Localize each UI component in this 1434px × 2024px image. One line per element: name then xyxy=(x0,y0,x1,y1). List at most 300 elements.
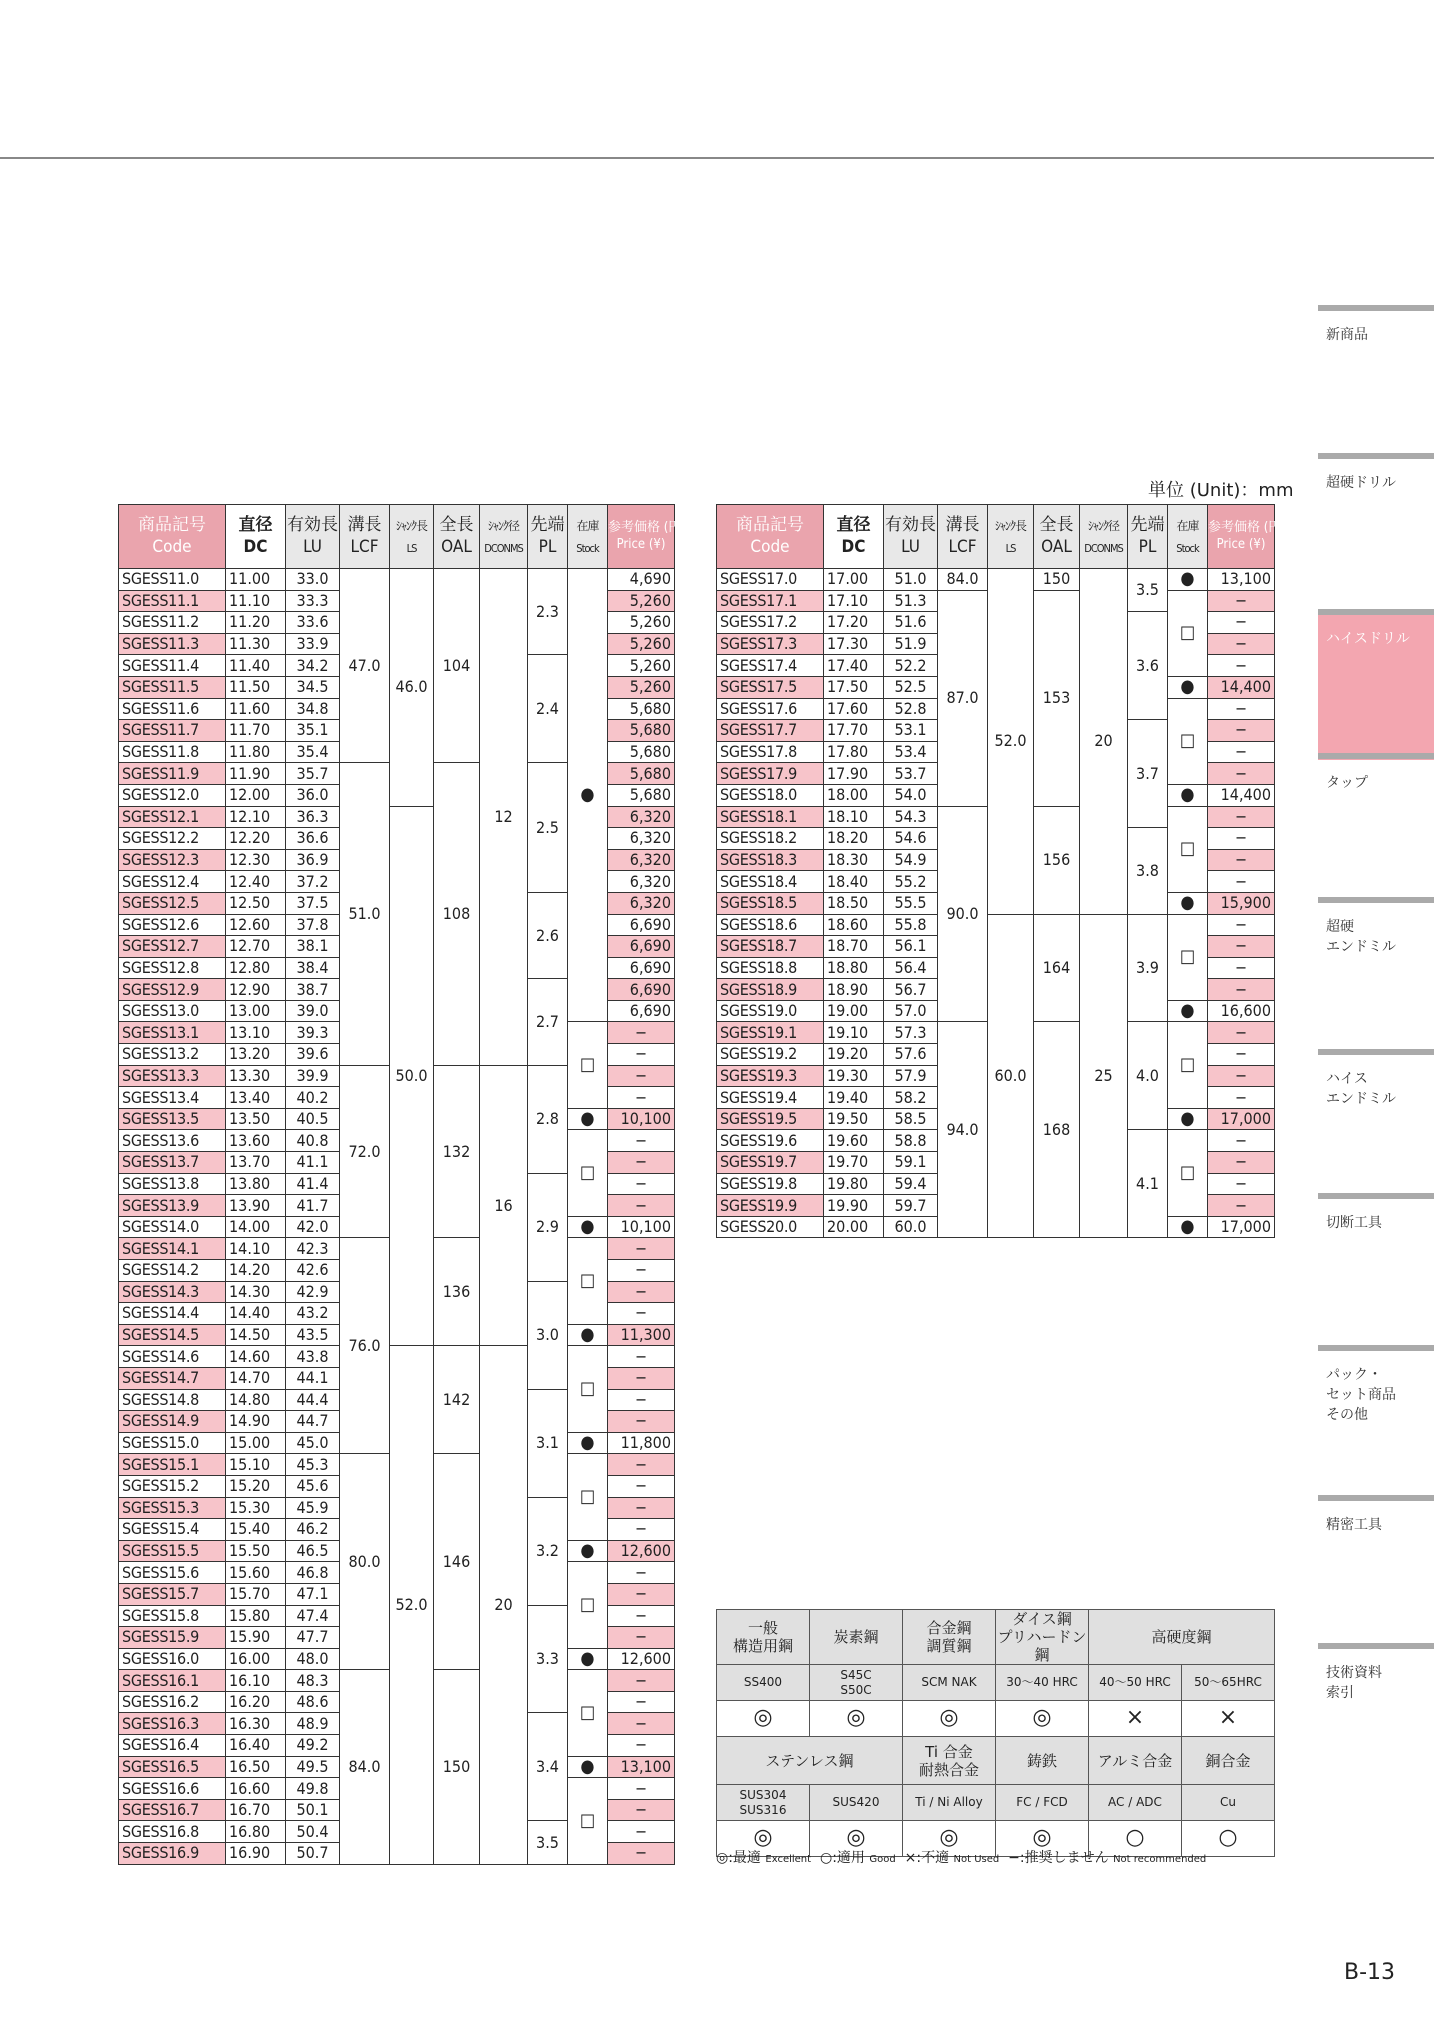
product-code: SGESS12.1 xyxy=(119,806,226,828)
product-code: SGESS11.2 xyxy=(119,612,226,634)
product-code: SGESS18.7 xyxy=(717,936,824,958)
oal-value: 150 xyxy=(434,1670,480,1864)
product-code: SGESS13.4 xyxy=(119,1087,226,1109)
price-value: 5,260 xyxy=(608,633,675,655)
table-header-row xyxy=(119,505,675,569)
diameter-dc: 12.20 xyxy=(226,828,286,850)
product-code: SGESS17.2 xyxy=(717,612,824,634)
diameter-dc: 16.60 xyxy=(226,1778,286,1800)
col-header-ls: ｼｬﾝｸ長 LS xyxy=(390,505,434,569)
price-value: 6,690 xyxy=(608,914,675,936)
stock-indicator: ● xyxy=(568,1216,608,1238)
product-code: SGESS16.0 xyxy=(119,1648,226,1670)
price-value: − xyxy=(608,1260,675,1282)
stock-indicator: ● xyxy=(1168,676,1208,698)
diameter-dc: 14.20 xyxy=(226,1260,286,1282)
oal-value: 132 xyxy=(434,1065,480,1238)
diameter-dc: 13.80 xyxy=(226,1173,286,1195)
price-value: − xyxy=(608,1044,675,1066)
diameter-dc: 16.90 xyxy=(226,1843,286,1865)
product-code: SGESS16.2 xyxy=(119,1691,226,1713)
pl-value: 3.5 xyxy=(528,1821,568,1864)
ls-value: 52.0 xyxy=(988,569,1034,915)
pl-value: 2.9 xyxy=(528,1173,568,1281)
stock-indicator: □ xyxy=(568,1238,608,1324)
stock-indicator: ● xyxy=(568,1756,608,1778)
price-value: 14,400 xyxy=(1208,676,1275,698)
diameter-dc: 14.00 xyxy=(226,1216,286,1238)
price-value: − xyxy=(1208,612,1275,634)
product-code: SGESS12.5 xyxy=(119,892,226,914)
product-code: SGESS17.9 xyxy=(717,763,824,785)
mat-rating: ◎ xyxy=(903,1821,996,1857)
price-value: − xyxy=(608,1583,675,1605)
pl-value: 3.8 xyxy=(1128,828,1168,914)
price-value: − xyxy=(608,1195,675,1217)
diameter-dc: 18.40 xyxy=(824,871,884,893)
diameter-dc: 18.60 xyxy=(824,914,884,936)
product-code: SGESS12.7 xyxy=(119,936,226,958)
diameter-dc: 12.40 xyxy=(226,871,286,893)
usable-length-lu: 38.4 xyxy=(286,957,340,979)
price-value: 5,260 xyxy=(608,612,675,634)
diameter-dc: 17.60 xyxy=(824,698,884,720)
header-jp: 参考価格 (円) xyxy=(608,520,686,536)
diameter-dc: 19.10 xyxy=(824,1022,884,1044)
mat-grade: SUS304 SUS316 xyxy=(717,1785,810,1821)
diameter-dc: 13.90 xyxy=(226,1195,286,1217)
stock-indicator: □ xyxy=(568,1562,608,1648)
price-value: 6,320 xyxy=(608,871,675,893)
usable-length-lu: 40.8 xyxy=(286,1130,340,1152)
diameter-dc: 17.70 xyxy=(824,720,884,742)
diameter-dc: 18.10 xyxy=(824,806,884,828)
oal-value: 164 xyxy=(1034,914,1080,1022)
usable-length-lu: 44.4 xyxy=(286,1389,340,1411)
pl-value: 3.4 xyxy=(528,1713,568,1821)
stock-indicator: □ xyxy=(568,1454,608,1540)
usable-length-lu: 51.9 xyxy=(884,633,938,655)
product-table-left xyxy=(118,504,686,1865)
usable-length-lu: 56.1 xyxy=(884,936,938,958)
price-value: 12,600 xyxy=(608,1648,675,1670)
price-value: − xyxy=(608,1173,675,1195)
usable-length-lu: 42.3 xyxy=(286,1238,340,1260)
stock-indicator: ● xyxy=(1168,1108,1208,1130)
stock-indicator: □ xyxy=(1168,590,1208,676)
dconms-value: 20 xyxy=(1080,569,1128,915)
price-value: − xyxy=(608,1799,675,1821)
tab-divider xyxy=(1318,1643,1434,1649)
usable-length-lu: 46.2 xyxy=(286,1519,340,1541)
product-code: SGESS17.5 xyxy=(717,676,824,698)
diameter-dc: 12.90 xyxy=(226,979,286,1001)
usable-length-lu: 45.6 xyxy=(286,1475,340,1497)
price-value: 6,320 xyxy=(608,806,675,828)
price-value: − xyxy=(1208,914,1275,936)
price-value: − xyxy=(1208,741,1275,763)
stock-indicator: ● xyxy=(568,1540,608,1562)
product-code: SGESS20.0 xyxy=(717,1216,824,1238)
product-code: SGESS17.0 xyxy=(717,569,824,591)
pl-value: 3.7 xyxy=(1128,720,1168,828)
stock-indicator: □ xyxy=(568,1130,608,1216)
pl-value: 3.6 xyxy=(1128,612,1168,720)
diameter-dc: 13.40 xyxy=(226,1087,286,1109)
col-header-code: 商品記号 Code xyxy=(717,505,824,569)
product-code: SGESS12.2 xyxy=(119,828,226,850)
stock-indicator: □ xyxy=(1168,1130,1208,1216)
usable-length-lu: 43.8 xyxy=(286,1346,340,1368)
usable-length-lu: 46.8 xyxy=(286,1562,340,1584)
col-header-lu: 有効長 LU xyxy=(286,505,340,569)
diameter-dc: 12.10 xyxy=(226,806,286,828)
header-jp: 全長 xyxy=(1039,515,1074,536)
mat-rating: ◎ xyxy=(810,1701,903,1737)
col-header-lcf: 溝長 LCF xyxy=(938,505,988,569)
diameter-dc: 14.70 xyxy=(226,1367,286,1389)
col-header-lu: 有効長 LU xyxy=(884,505,938,569)
side-tab-7[interactable]: パック・ セット商品 その他 xyxy=(1326,1367,1396,1423)
diameter-dc: 18.90 xyxy=(824,979,884,1001)
product-code: SGESS18.5 xyxy=(717,892,824,914)
price-value: − xyxy=(608,1087,675,1109)
mat-rating: × xyxy=(1089,1701,1182,1737)
usable-length-lu: 41.1 xyxy=(286,1152,340,1174)
usable-length-lu: 39.0 xyxy=(286,1000,340,1022)
diameter-dc: 11.50 xyxy=(226,676,286,698)
product-code: SGESS16.5 xyxy=(119,1756,226,1778)
usable-length-lu: 48.6 xyxy=(286,1691,340,1713)
usable-length-lu: 52.2 xyxy=(884,655,938,677)
usable-length-lu: 33.6 xyxy=(286,612,340,634)
side-tab-9[interactable]: 技術資料 索引 xyxy=(1326,1665,1382,1701)
usable-length-lu: 34.8 xyxy=(286,698,340,720)
usable-length-lu: 34.2 xyxy=(286,655,340,677)
price-value: − xyxy=(1208,1044,1275,1066)
product-code: SGESS15.2 xyxy=(119,1475,226,1497)
unit-label: 単位 (Unit)：mm xyxy=(1148,480,1294,501)
product-code: SGESS19.5 xyxy=(717,1108,824,1130)
lcf-value: 94.0 xyxy=(938,1022,988,1238)
usable-length-lu: 57.3 xyxy=(884,1022,938,1044)
usable-length-lu: 59.4 xyxy=(884,1173,938,1195)
diameter-dc: 11.00 xyxy=(226,569,286,591)
side-tab-6[interactable]: 切断工具 xyxy=(1326,1215,1382,1231)
header-jp: 溝長 xyxy=(347,515,382,536)
diameter-dc: 11.60 xyxy=(226,698,286,720)
mat-grade: Cu xyxy=(1182,1785,1275,1821)
product-code: SGESS15.4 xyxy=(119,1519,226,1541)
stock-indicator: ● xyxy=(568,1108,608,1130)
legend-notrec-en: Not recommended xyxy=(1113,1854,1207,1865)
price-value: 10,100 xyxy=(608,1216,675,1238)
ls-value: 60.0 xyxy=(988,914,1034,1238)
diameter-dc: 14.50 xyxy=(226,1324,286,1346)
oal-value: 136 xyxy=(434,1238,480,1346)
pl-value: 2.3 xyxy=(528,569,568,655)
legend-notrec: −:推奨しません xyxy=(1008,1850,1109,1866)
side-tab-0[interactable]: 新商品 xyxy=(1326,327,1368,343)
product-code: SGESS18.4 xyxy=(717,871,824,893)
usable-length-lu: 43.5 xyxy=(286,1324,340,1346)
col-header-stock: 在庫 Stock xyxy=(1168,505,1208,569)
oal-value: 108 xyxy=(434,763,480,1065)
lcf-value: 87.0 xyxy=(938,590,988,806)
diameter-dc: 18.00 xyxy=(824,784,884,806)
table-row xyxy=(717,914,1275,936)
usable-length-lu: 45.0 xyxy=(286,1432,340,1454)
col-header-oal: 全長 OAL xyxy=(434,505,480,569)
product-code: SGESS15.8 xyxy=(119,1605,226,1627)
diameter-dc: 11.40 xyxy=(226,655,286,677)
price-value: 6,690 xyxy=(608,979,675,1001)
stock-indicator: □ xyxy=(1168,1022,1208,1108)
pl-value: 2.4 xyxy=(528,655,568,763)
diameter-dc: 15.00 xyxy=(226,1432,286,1454)
tab-divider xyxy=(1318,1495,1434,1501)
col-header-ls: ｼｬﾝｸ長 LS xyxy=(988,505,1034,569)
dconms-value: 25 xyxy=(1080,914,1128,1238)
usable-length-lu: 48.0 xyxy=(286,1648,340,1670)
col-header-price: 参考価格 (円) Price (¥) xyxy=(1208,505,1275,569)
product-code: SGESS11.0 xyxy=(119,569,226,591)
usable-length-lu: 47.7 xyxy=(286,1627,340,1649)
stock-indicator: □ xyxy=(1168,698,1208,784)
usable-length-lu: 42.9 xyxy=(286,1281,340,1303)
diameter-dc: 15.10 xyxy=(226,1454,286,1476)
tab-divider xyxy=(1318,453,1434,459)
diameter-dc: 15.20 xyxy=(226,1475,286,1497)
mat-grade: 40～50 HRC xyxy=(1089,1665,1182,1701)
product-code: SGESS14.8 xyxy=(119,1389,226,1411)
pl-value: 2.6 xyxy=(528,892,568,978)
usable-length-lu: 55.5 xyxy=(884,892,938,914)
mat-head-aluminum: アルミ合金 xyxy=(1089,1737,1182,1785)
diameter-dc: 11.20 xyxy=(226,612,286,634)
product-code: SGESS13.2 xyxy=(119,1044,226,1066)
product-code: SGESS17.3 xyxy=(717,633,824,655)
usable-length-lu: 41.7 xyxy=(286,1195,340,1217)
usable-length-lu: 53.4 xyxy=(884,741,938,763)
price-value: 17,000 xyxy=(1208,1216,1275,1238)
mat-rating: ○ xyxy=(1182,1821,1275,1857)
price-value: − xyxy=(1208,1173,1275,1195)
side-tab-5[interactable]: ハイス エンドミル xyxy=(1326,1071,1396,1107)
price-value: 6,690 xyxy=(608,957,675,979)
diameter-dc: 12.30 xyxy=(226,849,286,871)
product-code: SGESS13.5 xyxy=(119,1108,226,1130)
top-rule xyxy=(0,157,1434,159)
usable-length-lu: 33.9 xyxy=(286,633,340,655)
usable-length-lu: 50.1 xyxy=(286,1799,340,1821)
price-value: 5,680 xyxy=(608,720,675,742)
usable-length-lu: 51.0 xyxy=(884,569,938,591)
diameter-dc: 18.70 xyxy=(824,936,884,958)
oal-value: 104 xyxy=(434,569,480,763)
stock-indicator: □ xyxy=(1168,914,1208,1000)
usable-length-lu: 52.8 xyxy=(884,698,938,720)
side-tab-2[interactable]: ハイスドリル xyxy=(1326,631,1410,647)
mat-head-castiron: 鋳鉄 xyxy=(996,1737,1089,1785)
product-code: SGESS13.3 xyxy=(119,1065,226,1087)
mat-rating: ◎ xyxy=(903,1701,996,1737)
lcf-value: 80.0 xyxy=(340,1454,390,1670)
diameter-dc: 16.80 xyxy=(226,1821,286,1843)
side-tab-3[interactable]: タップ xyxy=(1326,775,1368,791)
header-jp: 有効長 xyxy=(885,515,936,536)
tab-divider xyxy=(1318,897,1434,903)
mat-rating: ◎ xyxy=(717,1821,810,1857)
product-code: SGESS14.1 xyxy=(119,1238,226,1260)
diameter-dc: 20.00 xyxy=(824,1216,884,1238)
usable-length-lu: 45.3 xyxy=(286,1454,340,1476)
price-value: − xyxy=(608,1022,675,1044)
price-value: − xyxy=(608,1670,675,1692)
side-tab-8[interactable]: 精密工具 xyxy=(1326,1517,1382,1533)
product-code: SGESS17.7 xyxy=(717,720,824,742)
product-code: SGESS19.2 xyxy=(717,1044,824,1066)
usable-length-lu: 42.0 xyxy=(286,1216,340,1238)
price-value: 17,000 xyxy=(1208,1108,1275,1130)
product-code: SGESS17.6 xyxy=(717,698,824,720)
diameter-dc: 14.40 xyxy=(226,1303,286,1325)
usable-length-lu: 57.9 xyxy=(884,1065,938,1087)
mat-rating: ○ xyxy=(1089,1821,1182,1857)
mat-head-alloy: 合金鋼 調質鋼 xyxy=(903,1610,996,1665)
price-value: − xyxy=(1208,698,1275,720)
diameter-dc: 12.60 xyxy=(226,914,286,936)
usable-length-lu: 43.2 xyxy=(286,1303,340,1325)
product-code: SGESS15.7 xyxy=(119,1583,226,1605)
diameter-dc: 17.90 xyxy=(824,763,884,785)
product-code: SGESS15.6 xyxy=(119,1562,226,1584)
diameter-dc: 17.30 xyxy=(824,633,884,655)
product-code: SGESS19.0 xyxy=(717,1000,824,1022)
diameter-dc: 12.70 xyxy=(226,936,286,958)
price-value: − xyxy=(608,1519,675,1541)
mat-grade: SS400 xyxy=(717,1665,810,1701)
pl-value: 3.0 xyxy=(528,1281,568,1389)
price-value: − xyxy=(1208,806,1275,828)
mat-grade: AC / ADC xyxy=(1089,1785,1182,1821)
product-code: SGESS16.9 xyxy=(119,1843,226,1865)
product-code: SGESS14.9 xyxy=(119,1411,226,1433)
section-index-sidebar xyxy=(1318,0,1434,2024)
pl-value: 3.5 xyxy=(1128,569,1168,612)
product-code: SGESS12.8 xyxy=(119,957,226,979)
mat-rating: ◎ xyxy=(810,1821,903,1857)
price-value: − xyxy=(608,1691,675,1713)
mat-head-copper: 銅合金 xyxy=(1182,1737,1275,1785)
lcf-value: 72.0 xyxy=(340,1065,390,1238)
usable-length-lu: 36.9 xyxy=(286,849,340,871)
price-value: − xyxy=(608,1411,675,1433)
price-value: − xyxy=(1208,655,1275,677)
usable-length-lu: 35.1 xyxy=(286,720,340,742)
price-value: − xyxy=(1208,957,1275,979)
dconms-value: 20 xyxy=(480,1346,528,1864)
col-header-pl: 先端 PL xyxy=(1128,505,1168,569)
price-value: 13,100 xyxy=(1208,569,1275,591)
col-header-pl: 先端 PL xyxy=(528,505,568,569)
diameter-dc: 15.50 xyxy=(226,1540,286,1562)
diameter-dc: 17.00 xyxy=(824,569,884,591)
usable-length-lu: 37.8 xyxy=(286,914,340,936)
product-code: SGESS11.3 xyxy=(119,633,226,655)
mat-rating: ◎ xyxy=(996,1701,1089,1737)
product-code: SGESS11.7 xyxy=(119,720,226,742)
price-value: 6,690 xyxy=(608,1000,675,1022)
price-value: 5,680 xyxy=(608,763,675,785)
header-jp: 直径 xyxy=(238,515,273,536)
pl-value: 3.2 xyxy=(528,1497,568,1605)
price-value: − xyxy=(608,1497,675,1519)
product-code: SGESS11.1 xyxy=(119,590,226,612)
usable-length-lu: 54.9 xyxy=(884,849,938,871)
price-value: 15,900 xyxy=(1208,892,1275,914)
diameter-dc: 17.40 xyxy=(824,655,884,677)
diameter-dc: 12.80 xyxy=(226,957,286,979)
usable-length-lu: 39.3 xyxy=(286,1022,340,1044)
diameter-dc: 14.10 xyxy=(226,1238,286,1260)
diameter-dc: 17.50 xyxy=(824,676,884,698)
col-header-dconms: ｼｬﾝｸ径 DCONMS xyxy=(1080,505,1128,569)
usable-length-lu: 44.7 xyxy=(286,1411,340,1433)
price-value: − xyxy=(1208,763,1275,785)
page-number: B-13 xyxy=(1344,1960,1396,1985)
diameter-dc: 13.20 xyxy=(226,1044,286,1066)
dconms-value: 16 xyxy=(480,1065,528,1346)
pl-value: 3.1 xyxy=(528,1389,568,1497)
side-tab-4[interactable]: 超硬 エンドミル xyxy=(1326,919,1396,955)
diameter-dc: 16.30 xyxy=(226,1713,286,1735)
product-code: SGESS12.6 xyxy=(119,914,226,936)
product-code: SGESS13.1 xyxy=(119,1022,226,1044)
tab-divider xyxy=(1318,305,1434,311)
usable-length-lu: 37.5 xyxy=(286,892,340,914)
price-value: 16,600 xyxy=(1208,1000,1275,1022)
price-value: − xyxy=(608,1627,675,1649)
mat-head-carbon: 炭素鋼 xyxy=(810,1610,903,1665)
price-value: − xyxy=(608,1778,675,1800)
material-suitability-table xyxy=(716,1609,1275,1857)
stock-indicator: ● xyxy=(1168,892,1208,914)
product-code: SGESS15.0 xyxy=(119,1432,226,1454)
usable-length-lu: 48.3 xyxy=(286,1670,340,1692)
product-code: SGESS14.0 xyxy=(119,1216,226,1238)
product-code: SGESS16.7 xyxy=(119,1799,226,1821)
side-tab-1[interactable]: 超硬ドリル xyxy=(1326,475,1396,491)
legend-good-en: Good xyxy=(869,1854,896,1865)
price-value: − xyxy=(1208,633,1275,655)
price-value: 6,320 xyxy=(608,849,675,871)
usable-length-lu: 36.3 xyxy=(286,806,340,828)
tab-divider xyxy=(1318,753,1434,759)
product-code: SGESS14.6 xyxy=(119,1346,226,1368)
header-jp: 商品記号 xyxy=(736,515,804,536)
pl-value: 3.3 xyxy=(528,1605,568,1713)
table-row xyxy=(119,569,675,591)
price-value: 13,100 xyxy=(608,1756,675,1778)
price-value: − xyxy=(1208,1195,1275,1217)
price-value: − xyxy=(1208,1152,1275,1174)
price-value: − xyxy=(608,1303,675,1325)
diameter-dc: 16.40 xyxy=(226,1735,286,1757)
product-code: SGESS11.8 xyxy=(119,741,226,763)
col-header-oal: 全長 OAL xyxy=(1034,505,1080,569)
price-value: − xyxy=(1208,1065,1275,1087)
